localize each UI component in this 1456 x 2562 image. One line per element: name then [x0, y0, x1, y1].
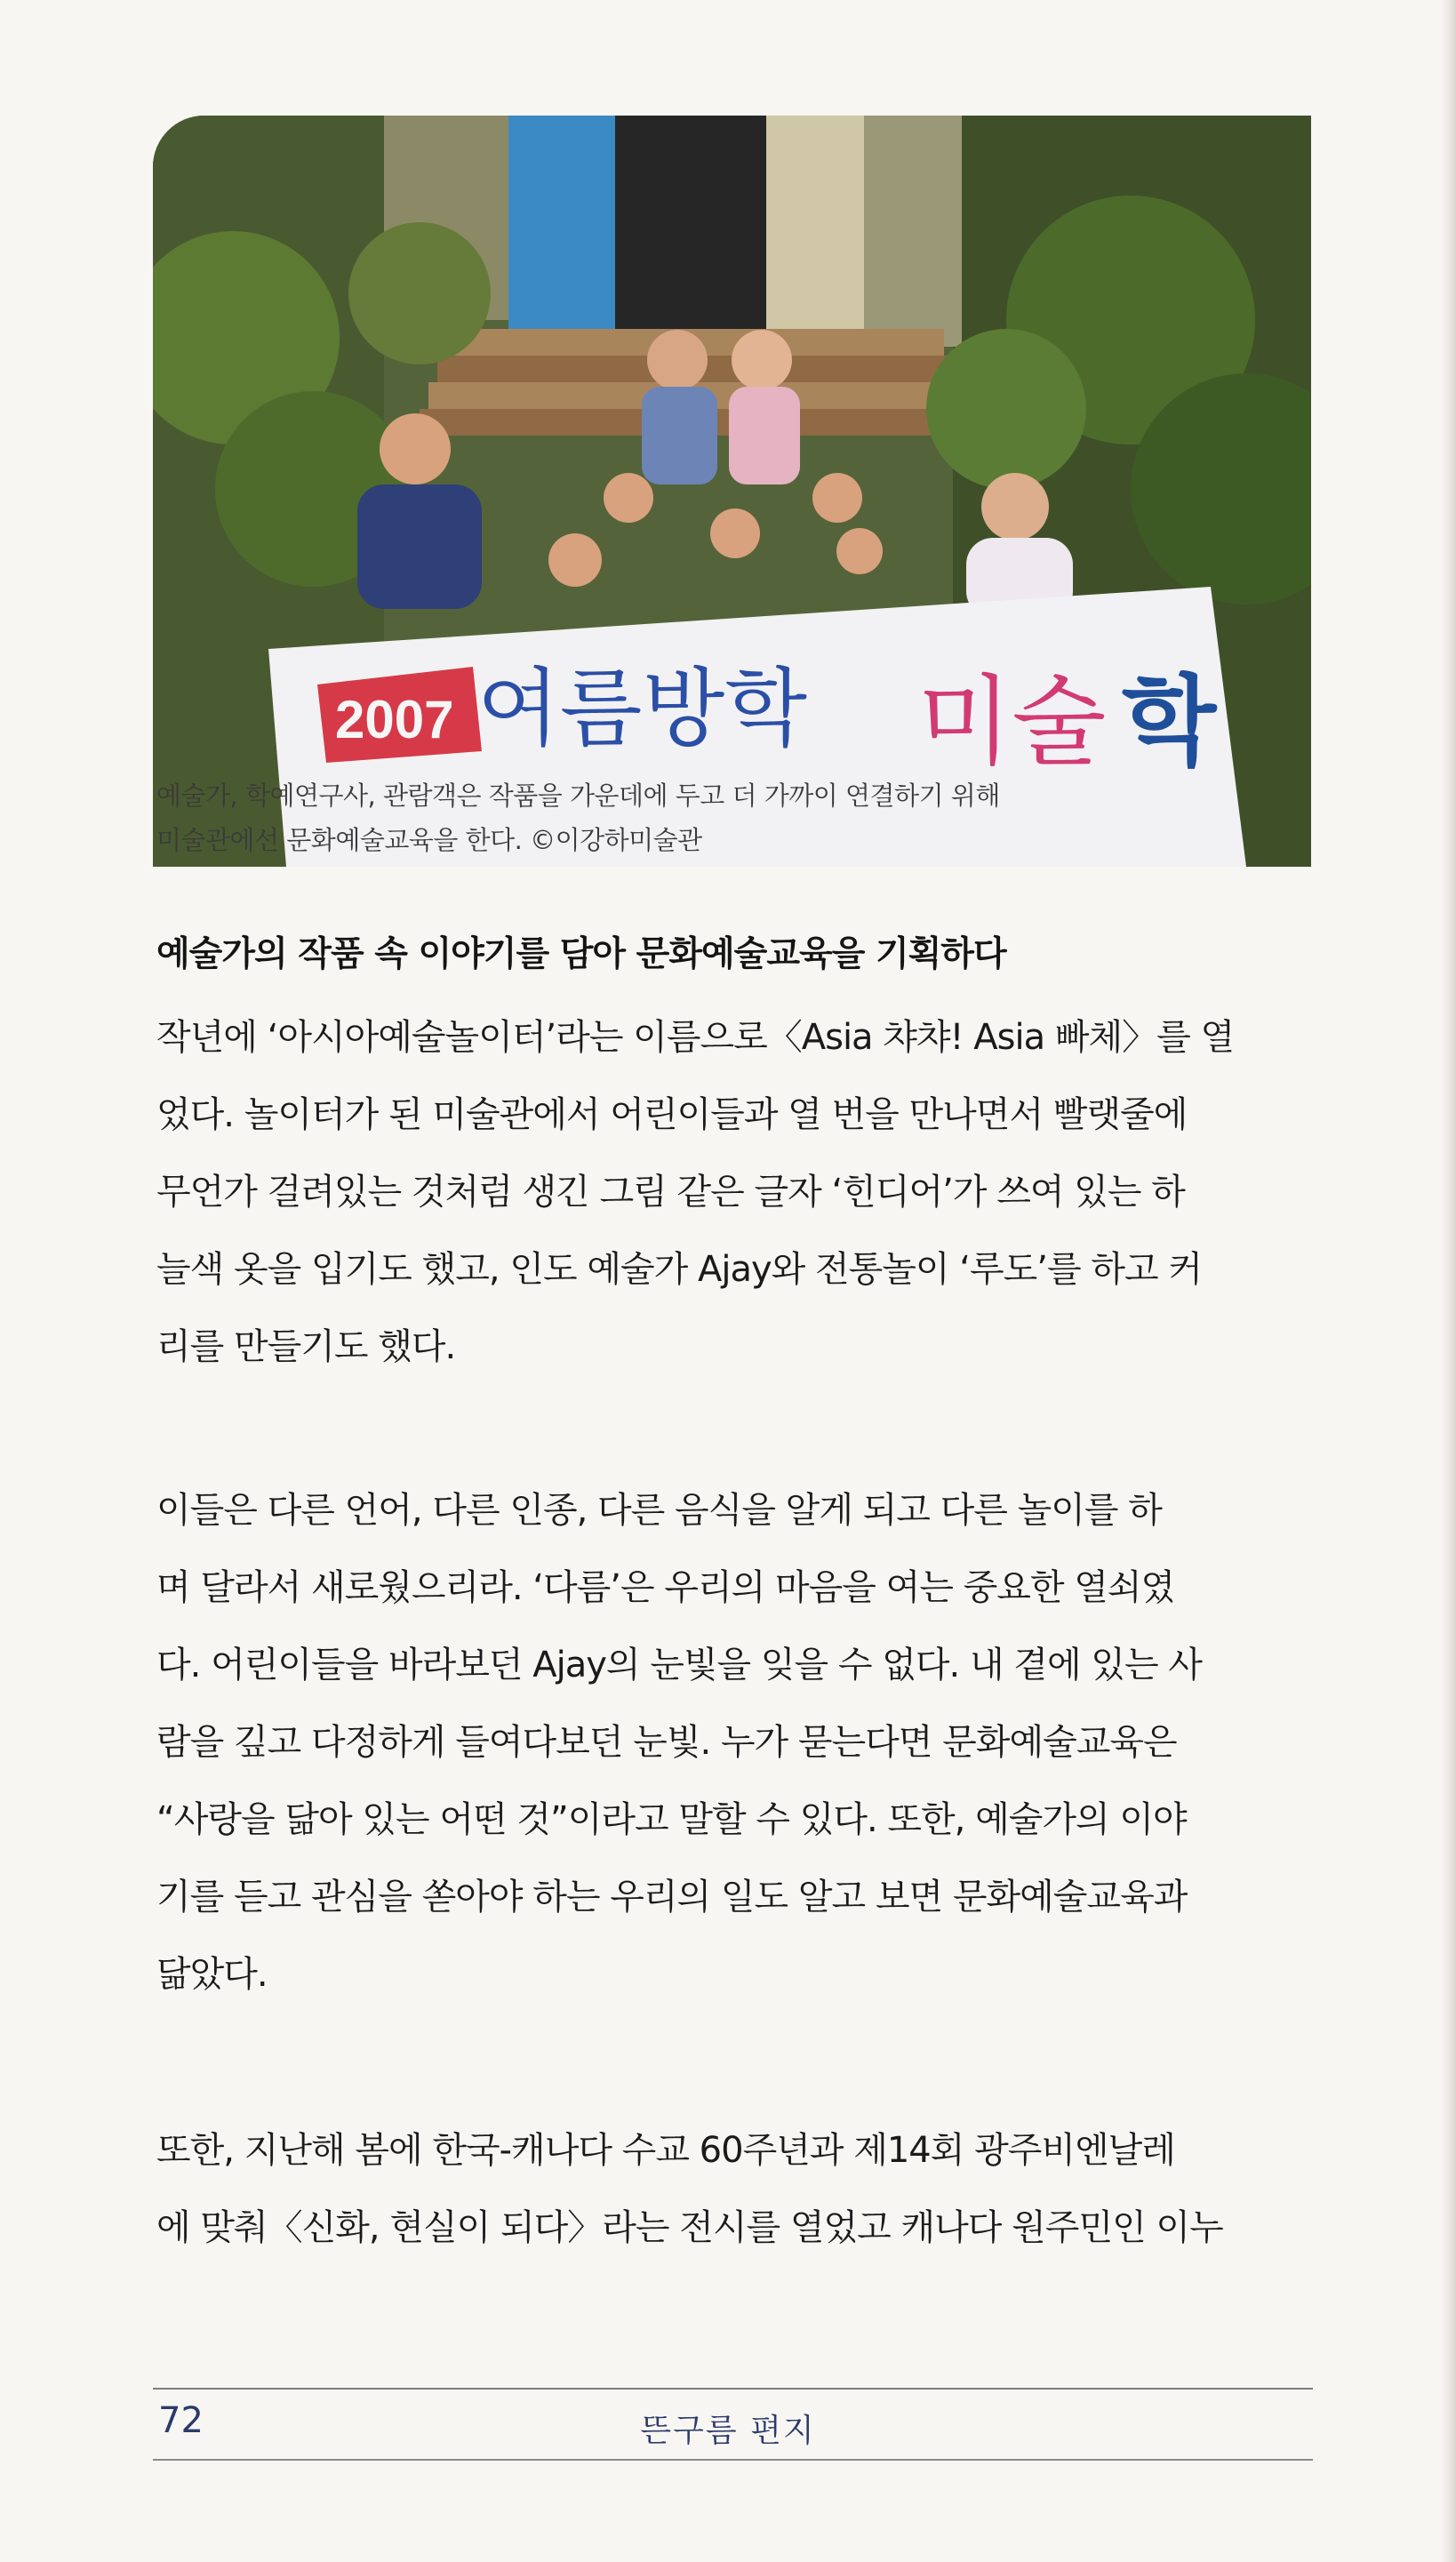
paragraph-line: 늘색 옷을 입기도 했고, 인도 예술가 Ajay와 전통놀이 ‘루도’를 하고 커: [156, 1249, 1202, 1290]
paragraph-line: 며 달라서 새로웠으리라. ‘다름’은 우리의 마음을 여는 중요한 열쇠였: [156, 1567, 1175, 1608]
paragraph-line: 었다. 놀이터가 된 미술관에서 어린이들과 열 번을 만나면서 빨랫줄에: [156, 1094, 1188, 1135]
event-photo: [153, 116, 1311, 867]
paragraph-line: 닮았다.: [156, 1954, 268, 1995]
body-paragraph-3: [156, 2112, 1312, 2267]
caption-line: 예술가, 학예연구사, 관람객은 작품을 가운데에 두고 더 가까이 연결하기 위해: [156, 781, 1000, 811]
paragraph-line: 람을 깊고 다정하게 들여다보던 눈빛. 누가 묻는다면 문화예술교육은: [156, 1722, 1177, 1763]
section-heading: 예술가의 작품 속 이야기를 담아 문화예술교육을 기획하다: [156, 934, 1006, 974]
photo-caption: [156, 773, 1170, 862]
body-paragraph-2: [156, 1472, 1312, 2014]
paragraph-line: “사랑을 닮아 있는 어떤 것”이라고 말할 수 있다. 또한, 예술가의 이야: [156, 1799, 1187, 1840]
paragraph-line: 기를 듣고 관심을 쏟아야 하는 우리의 일도 알고 보면 문화예술교육과: [156, 1877, 1188, 1917]
paragraph-line: 작년에 ‘아시아예술놀이터’라는 이름으로〈Asia 챠챠! Asia 빠체〉를 열: [156, 1017, 1235, 1058]
paragraph-line: 이들은 다른 언어, 다른 인종, 다른 음식을 알게 되고 다른 놀이를 하: [156, 1490, 1162, 1531]
paragraph-line: 무언가 걸려있는 것처럼 생긴 그림 같은 글자 ‘힌디어’가 쓰여 있는 하: [156, 1172, 1185, 1213]
banner-text: 2007: [335, 690, 454, 749]
body-paragraph-1: [156, 999, 1312, 1386]
footer-title: 뜬구름 편지: [640, 2413, 816, 2449]
footer-top-rule: [153, 2388, 1313, 2390]
paragraph-line: 다. 어린이들을 바라보던 Ajay의 눈빛을 잊을 수 없다. 내 곁에 있는 사: [156, 1645, 1202, 1685]
paragraph-line: 리를 만들기도 했다.: [156, 1326, 456, 1367]
paragraph-line: 에 맞춰〈신화, 현실이 되다〉라는 전시를 열었고 캐나다 원주민인 이누: [156, 2207, 1223, 2248]
svg-text:미술: 미술: [917, 665, 1107, 779]
paragraph-line: 또한, 지난해 봄에 한국-캐나다 수교 60주년과 제14회 광주비엔날레: [156, 2130, 1175, 2171]
page-edge: [1440, 0, 1456, 2562]
caption-line: 미술관에선 문화예술교육을 한다. ©이강하미술관: [156, 825, 702, 855]
footer-bottom-rule: [153, 2459, 1313, 2461]
svg-text:학: 학: [1122, 665, 1217, 779]
svg-text:여름방학: 여름방학: [477, 659, 807, 758]
page-number: 72: [158, 2400, 204, 2441]
